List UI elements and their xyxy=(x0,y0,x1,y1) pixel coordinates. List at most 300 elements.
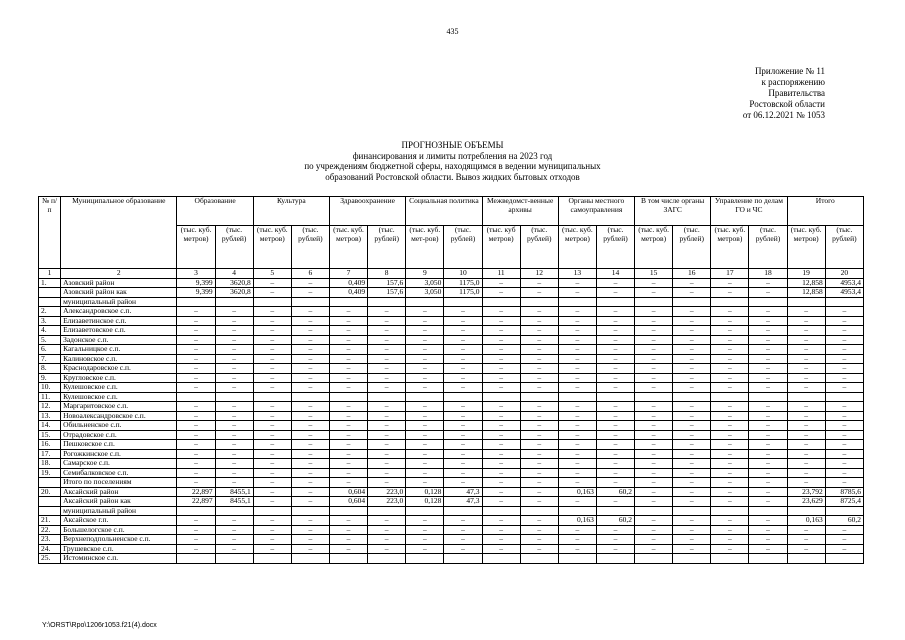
value-cell: 22,897 xyxy=(177,497,215,507)
value-cell: 23,792 xyxy=(787,487,825,497)
value-cell: – xyxy=(635,459,673,469)
value-cell: – xyxy=(368,354,406,364)
value-cell: – xyxy=(825,544,863,554)
value-cell: – xyxy=(711,278,749,288)
value-cell: – xyxy=(635,278,673,288)
value-cell: – xyxy=(635,430,673,440)
value-cell: – xyxy=(711,516,749,526)
value-cell: – xyxy=(177,402,215,412)
value-cell: – xyxy=(825,459,863,469)
value-cell: – xyxy=(253,478,291,488)
value-cell: – xyxy=(482,364,520,374)
column-number: 7 xyxy=(329,269,367,279)
column-number: 3 xyxy=(177,269,215,279)
value-cell: – xyxy=(291,335,329,345)
unit-header: (тыс. куб. метров) xyxy=(711,226,749,269)
value-cell: – xyxy=(787,535,825,545)
value-cell: – xyxy=(787,335,825,345)
row-number: 3. xyxy=(39,316,61,326)
row-number: 2. xyxy=(39,307,61,317)
value-cell: 3620,8 xyxy=(215,288,253,298)
value-cell: – xyxy=(673,440,711,450)
value-cell: – xyxy=(368,535,406,545)
table-row xyxy=(39,383,864,393)
row-number: 17. xyxy=(39,449,61,459)
value-cell: – xyxy=(749,345,787,355)
document-title xyxy=(40,140,865,182)
value-cell: – xyxy=(596,421,634,431)
value-cell: – xyxy=(673,278,711,288)
value-cell: – xyxy=(215,478,253,488)
value-cell: – xyxy=(749,364,787,374)
value-cell: – xyxy=(673,487,711,497)
value-cell: – xyxy=(711,326,749,336)
value-cell: – xyxy=(749,449,787,459)
table-row xyxy=(39,544,864,554)
value-cell xyxy=(482,554,520,564)
value-cell: – xyxy=(711,411,749,421)
municipality-name: Отрадовское с.п. xyxy=(61,430,177,440)
value-cell: – xyxy=(329,354,367,364)
table-row xyxy=(39,440,864,450)
value-cell: – xyxy=(787,449,825,459)
value-cell: – xyxy=(596,430,634,440)
value-cell: – xyxy=(596,326,634,336)
value-cell: – xyxy=(711,525,749,535)
column-number: 17 xyxy=(711,269,749,279)
value-cell: 0,128 xyxy=(406,487,444,497)
appendix-line: Правительства xyxy=(768,88,825,98)
value-cell: – xyxy=(215,440,253,450)
value-cell: – xyxy=(520,440,558,450)
value-cell: – xyxy=(291,430,329,440)
value-cell: – xyxy=(215,354,253,364)
value-cell: – xyxy=(253,402,291,412)
value-cell: – xyxy=(444,430,482,440)
value-cell: – xyxy=(711,402,749,412)
value-cell: – xyxy=(444,402,482,412)
table-row xyxy=(39,506,864,516)
value-cell: – xyxy=(749,516,787,526)
column-number: 11 xyxy=(482,269,520,279)
row-number: 11. xyxy=(39,392,61,402)
unit-header: (тыс. куб. метров) xyxy=(253,226,291,269)
value-cell: – xyxy=(825,440,863,450)
header-num: № п/п xyxy=(39,197,61,269)
municipality-name: Кругловское с.п. xyxy=(61,373,177,383)
value-cell: – xyxy=(711,383,749,393)
value-cell: – xyxy=(444,335,482,345)
value-cell: – xyxy=(749,497,787,507)
value-cell: – xyxy=(215,449,253,459)
value-cell: – xyxy=(215,307,253,317)
value-cell: – xyxy=(406,535,444,545)
value-cell: – xyxy=(368,459,406,469)
table-row xyxy=(39,335,864,345)
value-cell: – xyxy=(291,345,329,355)
value-cell: – xyxy=(482,478,520,488)
value-cell: – xyxy=(635,449,673,459)
value-cell: 223,0 xyxy=(368,487,406,497)
value-cell: – xyxy=(596,459,634,469)
value-cell: – xyxy=(520,383,558,393)
municipality-name: Новоалександровское с.п. xyxy=(61,411,177,421)
row-number: 20. xyxy=(39,487,61,497)
value-cell: – xyxy=(177,468,215,478)
value-cell: – xyxy=(825,364,863,374)
value-cell: – xyxy=(291,288,329,298)
municipality-name: Рогожкинское с.п. xyxy=(61,449,177,459)
value-cell: – xyxy=(482,278,520,288)
value-cell: – xyxy=(482,544,520,554)
value-cell: – xyxy=(520,535,558,545)
value-cell: – xyxy=(635,516,673,526)
unit-header: (тыс. куб. метров) xyxy=(635,226,673,269)
value-cell: 60,2 xyxy=(596,516,634,526)
value-cell: 9,399 xyxy=(177,288,215,298)
value-cell xyxy=(787,554,825,564)
value-cell: – xyxy=(444,449,482,459)
value-cell: – xyxy=(749,326,787,336)
value-cell: – xyxy=(558,326,596,336)
table-row xyxy=(39,402,864,412)
unit-header: (тыс. куб. метров) xyxy=(558,226,596,269)
value-cell: – xyxy=(825,383,863,393)
unit-header: (тыс. куб. метров) xyxy=(177,226,215,269)
value-cell: – xyxy=(558,468,596,478)
value-cell: – xyxy=(596,468,634,478)
value-cell: – xyxy=(635,411,673,421)
value-cell: – xyxy=(596,402,634,412)
row-number xyxy=(39,497,61,507)
value-cell: – xyxy=(558,449,596,459)
value-cell: – xyxy=(635,487,673,497)
value-cell: – xyxy=(368,335,406,345)
row-number: 21. xyxy=(39,516,61,526)
column-number: 15 xyxy=(635,269,673,279)
value-cell: – xyxy=(787,373,825,383)
value-cell: – xyxy=(635,525,673,535)
value-cell: – xyxy=(253,468,291,478)
value-cell: – xyxy=(291,383,329,393)
value-cell: – xyxy=(253,411,291,421)
appendix-line: от 06.12.2021 № 1053 xyxy=(742,110,825,120)
value-cell: – xyxy=(329,373,367,383)
value-cell: – xyxy=(177,335,215,345)
value-cell: – xyxy=(253,354,291,364)
value-cell: – xyxy=(329,335,367,345)
value-cell: – xyxy=(787,525,825,535)
value-cell: – xyxy=(329,535,367,545)
value-cell: 23,629 xyxy=(787,497,825,507)
row-number: 1. xyxy=(39,278,61,288)
municipality-name: Кагальницкое с.п. xyxy=(61,345,177,355)
value-cell: – xyxy=(406,345,444,355)
value-cell: – xyxy=(482,468,520,478)
value-cell: – xyxy=(291,487,329,497)
value-cell: – xyxy=(291,402,329,412)
value-cell: – xyxy=(406,402,444,412)
value-cell: 8785,6 xyxy=(825,487,863,497)
limits-table xyxy=(38,196,864,564)
value-cell: – xyxy=(711,544,749,554)
header-municipality: Муниципальное образование xyxy=(61,197,177,269)
value-cell: – xyxy=(749,459,787,469)
value-cell: – xyxy=(482,345,520,355)
value-cell: – xyxy=(558,345,596,355)
value-cell: – xyxy=(482,383,520,393)
value-cell: – xyxy=(253,497,291,507)
value-cell: – xyxy=(711,487,749,497)
value-cell: – xyxy=(673,535,711,545)
value-cell: – xyxy=(635,326,673,336)
value-cell: – xyxy=(177,364,215,374)
value-cell: – xyxy=(215,326,253,336)
value-cell: – xyxy=(482,402,520,412)
value-cell: – xyxy=(673,459,711,469)
unit-header: (тыс. рублей) xyxy=(596,226,634,269)
value-cell: – xyxy=(406,316,444,326)
value-cell: – xyxy=(215,316,253,326)
value-cell: – xyxy=(787,430,825,440)
value-cell: – xyxy=(177,354,215,364)
value-cell xyxy=(406,554,444,564)
value-cell: – xyxy=(329,316,367,326)
value-cell: – xyxy=(520,354,558,364)
value-cell: – xyxy=(482,354,520,364)
row-number: 19. xyxy=(39,468,61,478)
value-cell: 60,2 xyxy=(825,516,863,526)
column-number: 13 xyxy=(558,269,596,279)
column-number: 20 xyxy=(825,269,863,279)
value-cell: – xyxy=(291,440,329,450)
municipality-name: Маргаритовское с.п. xyxy=(61,402,177,412)
appendix-line: Ростовской области xyxy=(749,99,825,109)
value-cell xyxy=(711,554,749,564)
value-cell: 3,050 xyxy=(406,278,444,288)
value-cell: – xyxy=(368,421,406,431)
value-cell: – xyxy=(444,525,482,535)
value-cell: – xyxy=(253,449,291,459)
value-cell: – xyxy=(291,373,329,383)
value-cell: – xyxy=(444,345,482,355)
value-cell: – xyxy=(596,316,634,326)
table-row xyxy=(39,516,864,526)
column-number: 2 xyxy=(61,269,177,279)
value-cell: 3,050 xyxy=(406,288,444,298)
value-cell xyxy=(749,554,787,564)
value-cell: – xyxy=(673,544,711,554)
table-row xyxy=(39,373,864,383)
row-number: 14. xyxy=(39,421,61,431)
value-cell: – xyxy=(253,459,291,469)
value-cell: – xyxy=(787,364,825,374)
value-cell: – xyxy=(368,430,406,440)
municipality-name: Елизаветовское с.п. xyxy=(61,326,177,336)
table-row xyxy=(39,421,864,431)
value-cell: – xyxy=(520,449,558,459)
value-cell: – xyxy=(444,364,482,374)
table-row xyxy=(39,525,864,535)
value-cell: – xyxy=(711,373,749,383)
value-cell: 0,128 xyxy=(406,497,444,507)
value-cell: – xyxy=(711,316,749,326)
value-cell: 223,0 xyxy=(368,497,406,507)
value-cell: – xyxy=(749,288,787,298)
value-cell: – xyxy=(215,525,253,535)
value-cell: – xyxy=(749,487,787,497)
value-cell xyxy=(177,554,215,564)
value-cell: – xyxy=(635,383,673,393)
value-cell: – xyxy=(520,288,558,298)
unit-header: (тыс. рублей) xyxy=(215,226,253,269)
value-cell: 22,897 xyxy=(177,487,215,497)
value-cell: – xyxy=(749,373,787,383)
unit-header: (тыс. куб метров) xyxy=(482,226,520,269)
value-cell: – xyxy=(482,449,520,459)
value-cell: – xyxy=(673,373,711,383)
header-group: Образование xyxy=(177,197,253,226)
value-cell: – xyxy=(520,326,558,336)
value-cell: – xyxy=(177,478,215,488)
value-cell: – xyxy=(406,326,444,336)
value-cell: – xyxy=(253,364,291,374)
value-cell: – xyxy=(787,459,825,469)
value-cell: – xyxy=(749,468,787,478)
value-cell: – xyxy=(406,468,444,478)
value-cell: – xyxy=(520,430,558,440)
value-cell: – xyxy=(711,430,749,440)
value-cell: – xyxy=(558,421,596,431)
value-cell: – xyxy=(711,497,749,507)
value-cell: – xyxy=(253,335,291,345)
value-cell: – xyxy=(749,278,787,288)
value-cell: – xyxy=(444,468,482,478)
value-cell: – xyxy=(749,421,787,431)
value-cell: – xyxy=(635,535,673,545)
value-cell: – xyxy=(291,354,329,364)
value-cell: – xyxy=(368,516,406,526)
municipality-name: Семибалковское с.п. xyxy=(61,468,177,478)
value-cell: – xyxy=(520,373,558,383)
value-cell: – xyxy=(673,383,711,393)
municipality-name: Большелогское с.п. xyxy=(61,525,177,535)
value-cell: 0,409 xyxy=(329,288,367,298)
table-row xyxy=(39,364,864,374)
value-cell: – xyxy=(635,468,673,478)
value-cell: – xyxy=(177,544,215,554)
value-cell: – xyxy=(558,288,596,298)
value-cell: – xyxy=(253,288,291,298)
value-cell: – xyxy=(673,345,711,355)
value-cell: – xyxy=(406,354,444,364)
value-cell: – xyxy=(749,354,787,364)
table-row xyxy=(39,316,864,326)
column-number: 12 xyxy=(520,269,558,279)
value-cell: – xyxy=(520,364,558,374)
value-cell: 12,858 xyxy=(787,278,825,288)
column-number: 16 xyxy=(673,269,711,279)
value-cell: – xyxy=(368,364,406,374)
value-cell: – xyxy=(558,535,596,545)
value-cell: – xyxy=(558,411,596,421)
row-number: 23. xyxy=(39,535,61,545)
value-cell: – xyxy=(406,364,444,374)
title-line: ПРОГНОЗНЫЕ ОБЪЕМЫ xyxy=(401,140,504,150)
value-cell: – xyxy=(253,383,291,393)
value-cell: – xyxy=(787,411,825,421)
value-cell: – xyxy=(596,373,634,383)
value-cell: – xyxy=(444,440,482,450)
value-cell: – xyxy=(749,525,787,535)
value-cell: – xyxy=(787,345,825,355)
value-cell: – xyxy=(291,497,329,507)
value-cell: – xyxy=(368,402,406,412)
value-cell: – xyxy=(482,411,520,421)
municipality-name: Калиновское с.п. xyxy=(61,354,177,364)
value-cell: – xyxy=(787,354,825,364)
value-cell: – xyxy=(749,383,787,393)
value-cell: – xyxy=(596,383,634,393)
value-cell: – xyxy=(291,525,329,535)
value-cell: – xyxy=(215,383,253,393)
value-cell: – xyxy=(520,544,558,554)
municipality-name: Задонское с.п. xyxy=(61,335,177,345)
municipality-name: Азовский район как xyxy=(61,288,177,298)
value-cell: – xyxy=(329,402,367,412)
value-cell: – xyxy=(291,411,329,421)
value-cell: – xyxy=(749,316,787,326)
value-cell: – xyxy=(253,278,291,288)
value-cell: – xyxy=(482,307,520,317)
value-cell: – xyxy=(482,373,520,383)
value-cell: – xyxy=(787,326,825,336)
row-number: 5. xyxy=(39,335,61,345)
value-cell: – xyxy=(177,421,215,431)
value-cell: – xyxy=(444,383,482,393)
municipality-name: Самарское с.п. xyxy=(61,459,177,469)
value-cell: 0,409 xyxy=(329,278,367,288)
page-number: 435 xyxy=(446,27,459,36)
municipality-name: Краснодаровское с.п. xyxy=(61,364,177,374)
value-cell xyxy=(520,554,558,564)
value-cell: 9,399 xyxy=(177,278,215,288)
value-cell: – xyxy=(825,326,863,336)
table-row xyxy=(39,554,864,564)
value-cell: 8455,1 xyxy=(215,497,253,507)
value-cell: – xyxy=(520,421,558,431)
value-cell: – xyxy=(177,430,215,440)
value-cell: – xyxy=(596,364,634,374)
value-cell: – xyxy=(558,364,596,374)
value-cell: – xyxy=(291,468,329,478)
value-cell: – xyxy=(291,364,329,374)
value-cell: – xyxy=(711,449,749,459)
value-cell: – xyxy=(253,307,291,317)
table-body xyxy=(39,278,864,563)
value-cell: – xyxy=(787,383,825,393)
value-cell: – xyxy=(329,411,367,421)
row-number: 9. xyxy=(39,373,61,383)
value-cell: – xyxy=(558,354,596,364)
value-cell: – xyxy=(177,449,215,459)
value-cell: – xyxy=(825,411,863,421)
value-cell: – xyxy=(673,411,711,421)
value-cell xyxy=(215,554,253,564)
value-cell: – xyxy=(177,440,215,450)
value-cell: – xyxy=(177,516,215,526)
value-cell: – xyxy=(177,459,215,469)
